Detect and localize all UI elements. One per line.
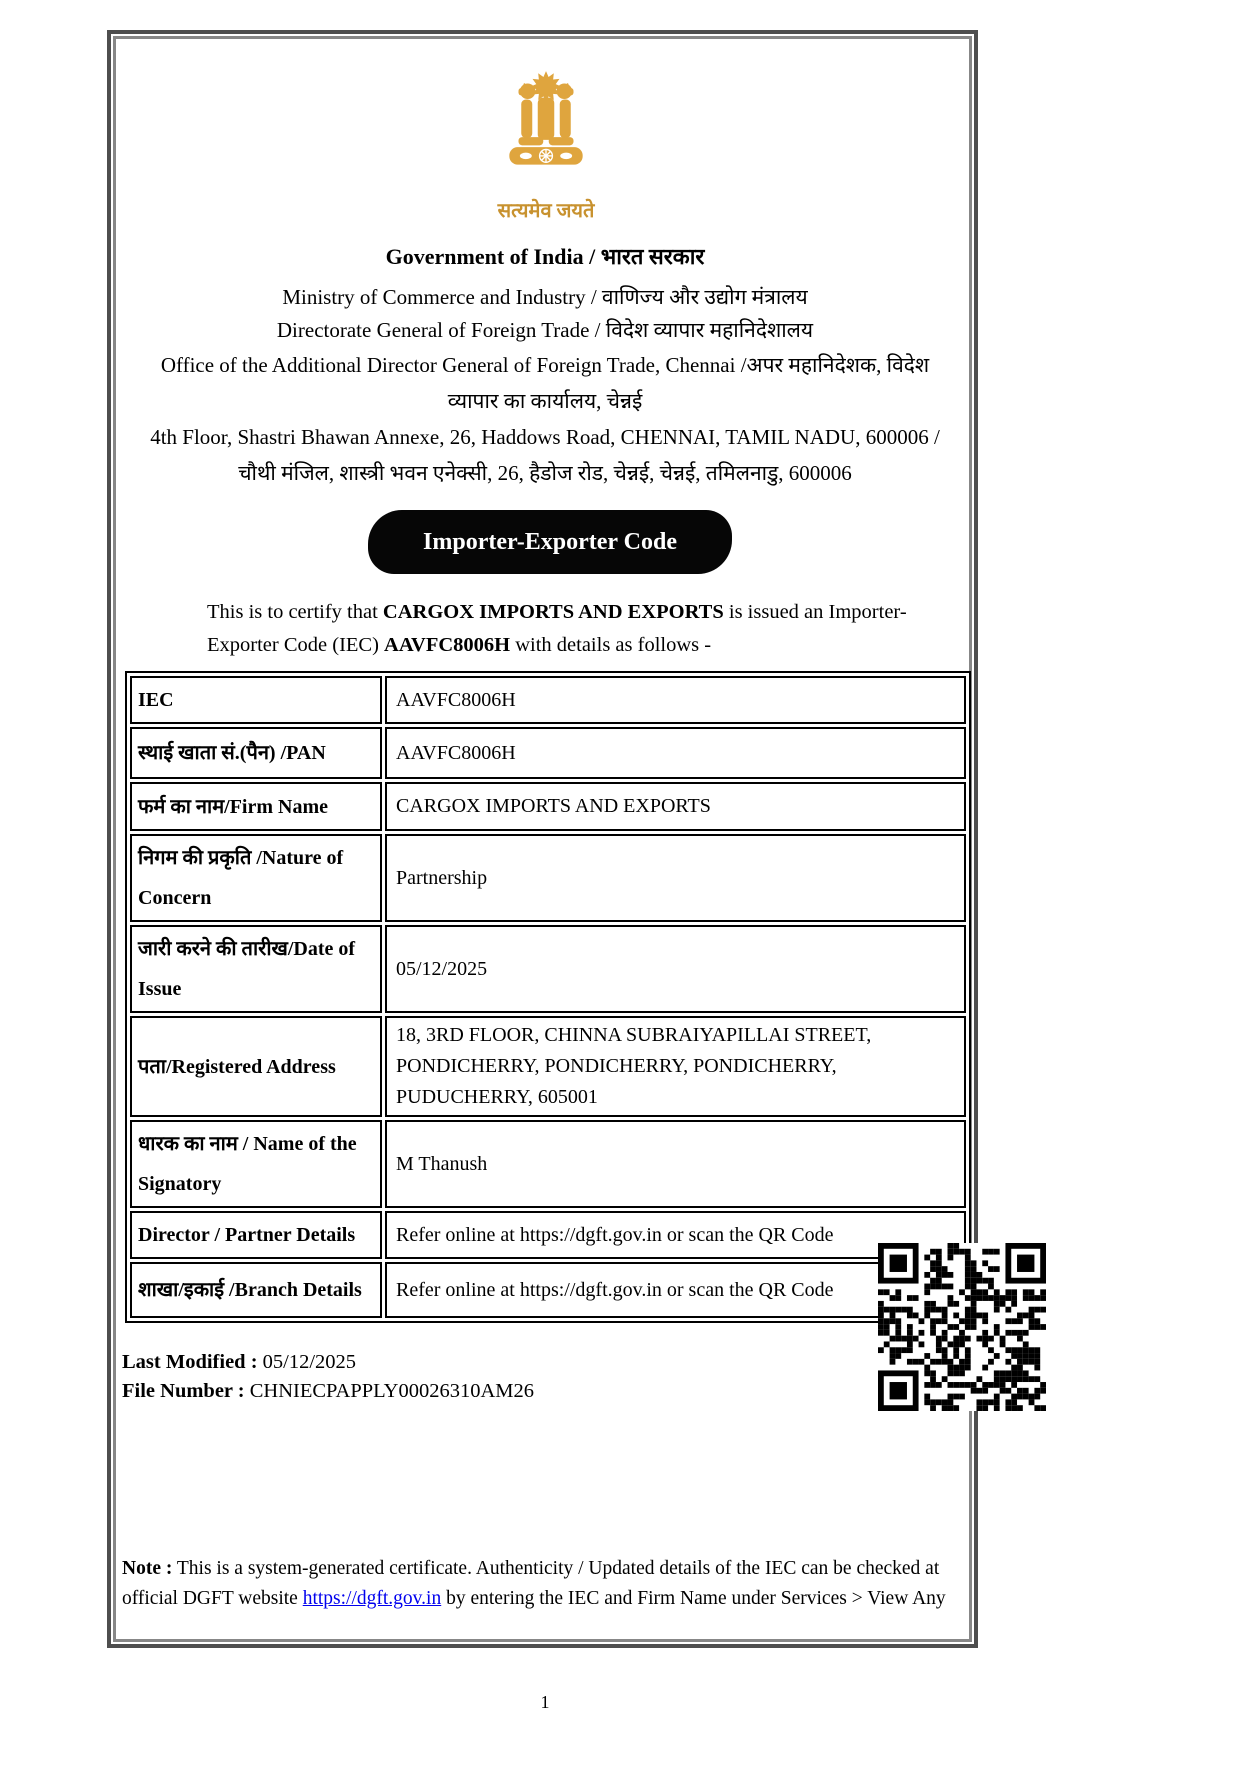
row-value: Partnership [385, 834, 966, 922]
file-number-label: File Number : [122, 1380, 245, 1402]
certification-paragraph [207, 596, 907, 661]
table-row [130, 1262, 966, 1318]
abacus-bull [560, 153, 572, 159]
row-label: शाखा/इकाई /Branch Details [130, 1262, 382, 1318]
firm-name: CARGOX IMPORTS AND EXPORTS [382, 601, 724, 623]
last-modified-value: 05/12/2025 [257, 1351, 357, 1373]
row-value: M Thanush [385, 1120, 966, 1208]
note-paragraph [122, 1554, 950, 1613]
page-number: 1 [540, 1692, 550, 1712]
certify-suffix: with details as follows - [510, 633, 712, 656]
importer-exporter-code-badge: Importer-Exporter Code [368, 510, 732, 574]
iec-details-table [125, 671, 971, 1323]
file-number-line [122, 1377, 722, 1406]
table-row [130, 782, 966, 831]
note-label: Note : [122, 1558, 173, 1579]
note-text-before-link: This is a system-generated certificate. Authenticity / Updated details of the IEC can be checked at official DGFT website [122, 1558, 940, 1609]
certify-prefix: This is to certify that [207, 601, 383, 623]
row-value: Refer online at https://dgft.gov.in or scan the QR Code [385, 1211, 966, 1259]
table-row [130, 676, 966, 724]
ministry-line: Ministry of Commerce and Industry / वाणिज्य और उद्योग मंत्रालय [282, 285, 808, 309]
footer-meta [122, 1348, 722, 1406]
table-row [130, 1120, 966, 1208]
table-row [130, 727, 966, 779]
last-modified-line [122, 1348, 722, 1377]
row-label: जारी करने की तारीख/Date of Issue [130, 925, 382, 1013]
row-label: धारक का नाम / Name of the Signatory [130, 1120, 382, 1208]
row-label: निगम की प्रकृति /Nature of Concern [130, 834, 382, 922]
row-value: Refer online at https://dgft.gov.in or scan the QR Code [385, 1262, 966, 1318]
qr-code [878, 1243, 1046, 1411]
row-label: स्थाई खाता सं.(पैन) /PAN [130, 727, 382, 779]
office-address-line: 4th Floor, Shastri Bhawan Annexe, 26, Haddows Road, CHENNAI, TAMIL NADU, 600006 / चौथी मंजिल, शास्त्री भवन एनेक्सी, 26, हैडोज रोड, चेन्नई, चेन्नई, तमिलनाडु, 600006 [150, 425, 940, 485]
directorate-line: Directorate General of Foreign Trade / विदेश व्यापार महानिदेशालय [276, 318, 814, 342]
emblem-motto: सत्यमेव जयते [497, 200, 595, 222]
table-row [130, 834, 966, 922]
table-row [130, 1016, 966, 1117]
row-label: फर्म का नाम/Firm Name [130, 782, 382, 831]
dharma-chakra [540, 149, 553, 162]
table-row [130, 925, 966, 1013]
note-text-after-link: by entering the IEC and Firm Name under Services > View Any [441, 1587, 946, 1609]
row-label: पता/Registered Address [130, 1016, 382, 1117]
certify-middle: is issued an Importer-Exporter Code (IEC) [207, 601, 907, 656]
dgft-website-link[interactable]: https://dgft.gov.in [302, 1587, 442, 1609]
row-label: Director / Partner Details [130, 1211, 382, 1259]
iec-code: AAVFC8006H [384, 633, 511, 656]
india-national-emblem [491, 64, 601, 168]
row-value: CARGOX IMPORTS AND EXPORTS [385, 782, 966, 831]
row-value: AAVFC8006H [385, 727, 966, 779]
row-label: IEC [130, 676, 382, 724]
row-value: 18, 3RD FLOOR, CHINNA SUBRAIYAPILLAI STREET, PONDICHERRY, PONDICHERRY, PONDICHERRY, PUDUCHERRY, 605001 [385, 1016, 966, 1117]
office-line: Office of the Additional Director General of Foreign Trade, Chennai /अपर महानिदेशक, विदेश व्यापार का कार्यालय, चेन्नई [160, 353, 930, 413]
last-modified-label: Last Modified : [122, 1351, 258, 1373]
row-value: AAVFC8006H [385, 676, 966, 724]
abacus-horse [520, 153, 532, 159]
table-row [130, 1211, 966, 1259]
file-number-value: CHNIECPAPPLY00026310AM26 [244, 1380, 534, 1402]
government-of-india-line: Government of India / भारत सरकार [385, 244, 705, 269]
row-value: 05/12/2025 [385, 925, 966, 1013]
